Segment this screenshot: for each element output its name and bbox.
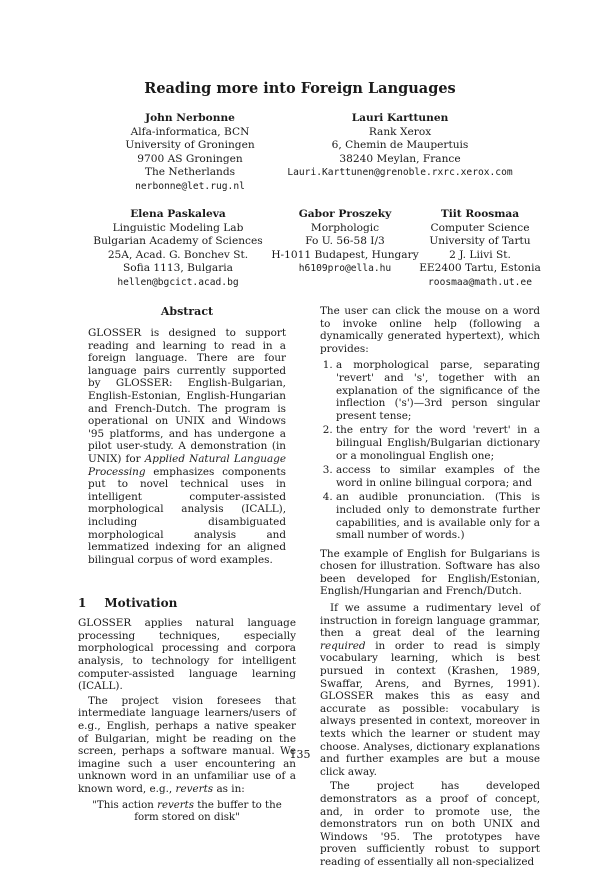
- author-name: Tiit Roosmaa: [440, 208, 520, 220]
- motivation-body: [78, 617, 296, 825]
- author-address: EE2400 Tartu, Estonia: [419, 262, 541, 275]
- abstract-body: [78, 327, 296, 566]
- author-address: 6, Chemin de Maupertuis: [331, 139, 469, 152]
- author-affiliation: Rank Xerox: [368, 125, 432, 138]
- abstract-text: GLOSSER is designed to support reading and learning to read in a foreign language. There are four language pairs currently supported by GLOSSER: English-Bulgarian, English-Estonian, English-Hungarian and French-Dutch. The program is operational on UNIX and Windows '95 platforms, and has undergone a pilot user-study. A demonstration (in UNIX) for: [88, 327, 286, 465]
- author-name: Lauri Karttunen: [351, 112, 449, 124]
- author-affiliation: Linguistic Modeling Lab: [112, 221, 244, 234]
- author-email: roosmaa@math.ut.ee: [428, 276, 532, 288]
- list-item: 1. a morphological parse, separating 'revert' and 's', together with an explanation of the significance of the inflection ('s')—3rd person singular present tense;: [336, 359, 540, 422]
- author-address: H-1011 Budapest, Hungary: [271, 248, 419, 261]
- list-item: 4. an audible pronunciation. (This is included only to demonstrate further capabilities, and is available only for a small number of words.): [336, 491, 540, 541]
- abstract-heading: Abstract: [160, 305, 214, 318]
- list-item: 3. access to similar examples of the word in online bilingual corpora; and: [336, 464, 540, 489]
- author-email: nerbonne@let.rug.nl: [135, 180, 245, 192]
- section-title: Motivation: [104, 596, 178, 611]
- author-affiliation: Alfa-informatica, BCN: [130, 125, 250, 138]
- list-item: 2. the entry for the word 'revert' in a bilingual English/Bulgarian dictionary or a monolingual English one;: [336, 424, 540, 462]
- author-name: John Nerbonne: [145, 112, 235, 124]
- author-email: hellen@bgcict.acad.bg: [117, 276, 239, 288]
- author-name: Elena Paskaleva: [130, 208, 226, 220]
- abstract-text: emphasizes components put to novel technical uses in intelligent computer-assisted morphological analysis (ICALL), including disambiguated morphological analysis and lemmatized indexing for an aligned bilingual corpus of word examples.: [88, 465, 286, 566]
- right-column: [320, 305, 540, 869]
- author-affiliation: Morphologic: [310, 221, 380, 234]
- abstract-emphasis: Applied Natural Language Processing: [88, 452, 286, 478]
- author-affiliation: University of Groningen: [125, 139, 255, 152]
- author-affiliation: Bulgarian Academy of Sciences: [93, 235, 263, 248]
- page-number: 135: [289, 748, 311, 761]
- author-address: 38240 Meylan, France: [339, 152, 461, 165]
- paragraph: GLOSSER applies natural language processing techniques, especially morphological processing and corpora analysis, to technology for intelligent computer-assisted language learning (ICALL).: [78, 617, 296, 693]
- author-affiliation: Computer Science: [430, 221, 530, 234]
- paragraph: The project has developed demonstrators as a proof of concept, and, in order to promote use, the demonstrators run on both UNIX and Windows '95. The prototypes have proven sufficiently robust to support reading of essentially all non-specialized: [320, 780, 540, 868]
- author-address: 2 J. Liivi St.: [449, 248, 511, 261]
- author-address: Fo U. 56-58 I/3: [305, 235, 385, 248]
- author-email: h6109pro@ella.hu: [298, 263, 392, 275]
- paper-title: Reading more into Foreign Languages: [144, 80, 456, 97]
- paragraph: The example of English for Bulgarians is chosen for illustration. Software has also been developed for English/Estonian, English/Hungarian and French/Dutch.: [320, 547, 540, 598]
- left-column: [78, 305, 296, 825]
- paragraph: The user can click the mouse on a word to invoke online help (following a dynamically generated hypertext), which provides:: [320, 305, 540, 355]
- right-column-body: [320, 305, 540, 869]
- paragraph: If we assume a rudimentary level of instruction in foreign language grammar, then a great deal of the learning required in order to read is simply vocabulary learning, which is best pursued in context (Krashen, 1989, Swaffar, Arens, and Byrnes, 1991). GLOSSER makes this as easy and accurate as possible: vocabulary is always presented in context, moreover in texts which the learner or student may choose. Analyses, dictionary explanations and further examples are but a mouse click away.: [320, 602, 540, 778]
- author-email: Lauri.Karttunen@grenoble.rxrc.xerox.com: [287, 167, 513, 179]
- author-address: 25A, Acad. G. Bonchev St.: [107, 248, 249, 261]
- author-affiliation: University of Tartu: [429, 235, 531, 248]
- author-address: The Netherlands: [144, 166, 236, 179]
- author-address: Sofia 1113, Bulgaria: [123, 262, 233, 275]
- example-quote: "This action reverts the buffer to the form stored on disk": [92, 799, 282, 824]
- author-block-roosmaa: [405, 208, 555, 290]
- section-number: 1: [78, 596, 87, 611]
- feature-list: [320, 359, 540, 541]
- author-block-karttunen: [255, 112, 545, 180]
- section-heading-motivation: [78, 596, 296, 610]
- author-name: Gabor Proszeky: [298, 208, 392, 220]
- author-block-proszeky: [270, 208, 420, 276]
- author-address: 9700 AS Groningen: [137, 152, 243, 165]
- paragraph: The project vision foresees that intermediate language learners/users of e.g., English, perhaps a native speaker of Bulgarian, might be reading on the screen, perhaps a software manual. We imagine such a user encountering an unknown word in an unfamiliar use of a known word, e.g., reverts as in:: [78, 694, 296, 795]
- author-block-paskaleva: [88, 208, 268, 290]
